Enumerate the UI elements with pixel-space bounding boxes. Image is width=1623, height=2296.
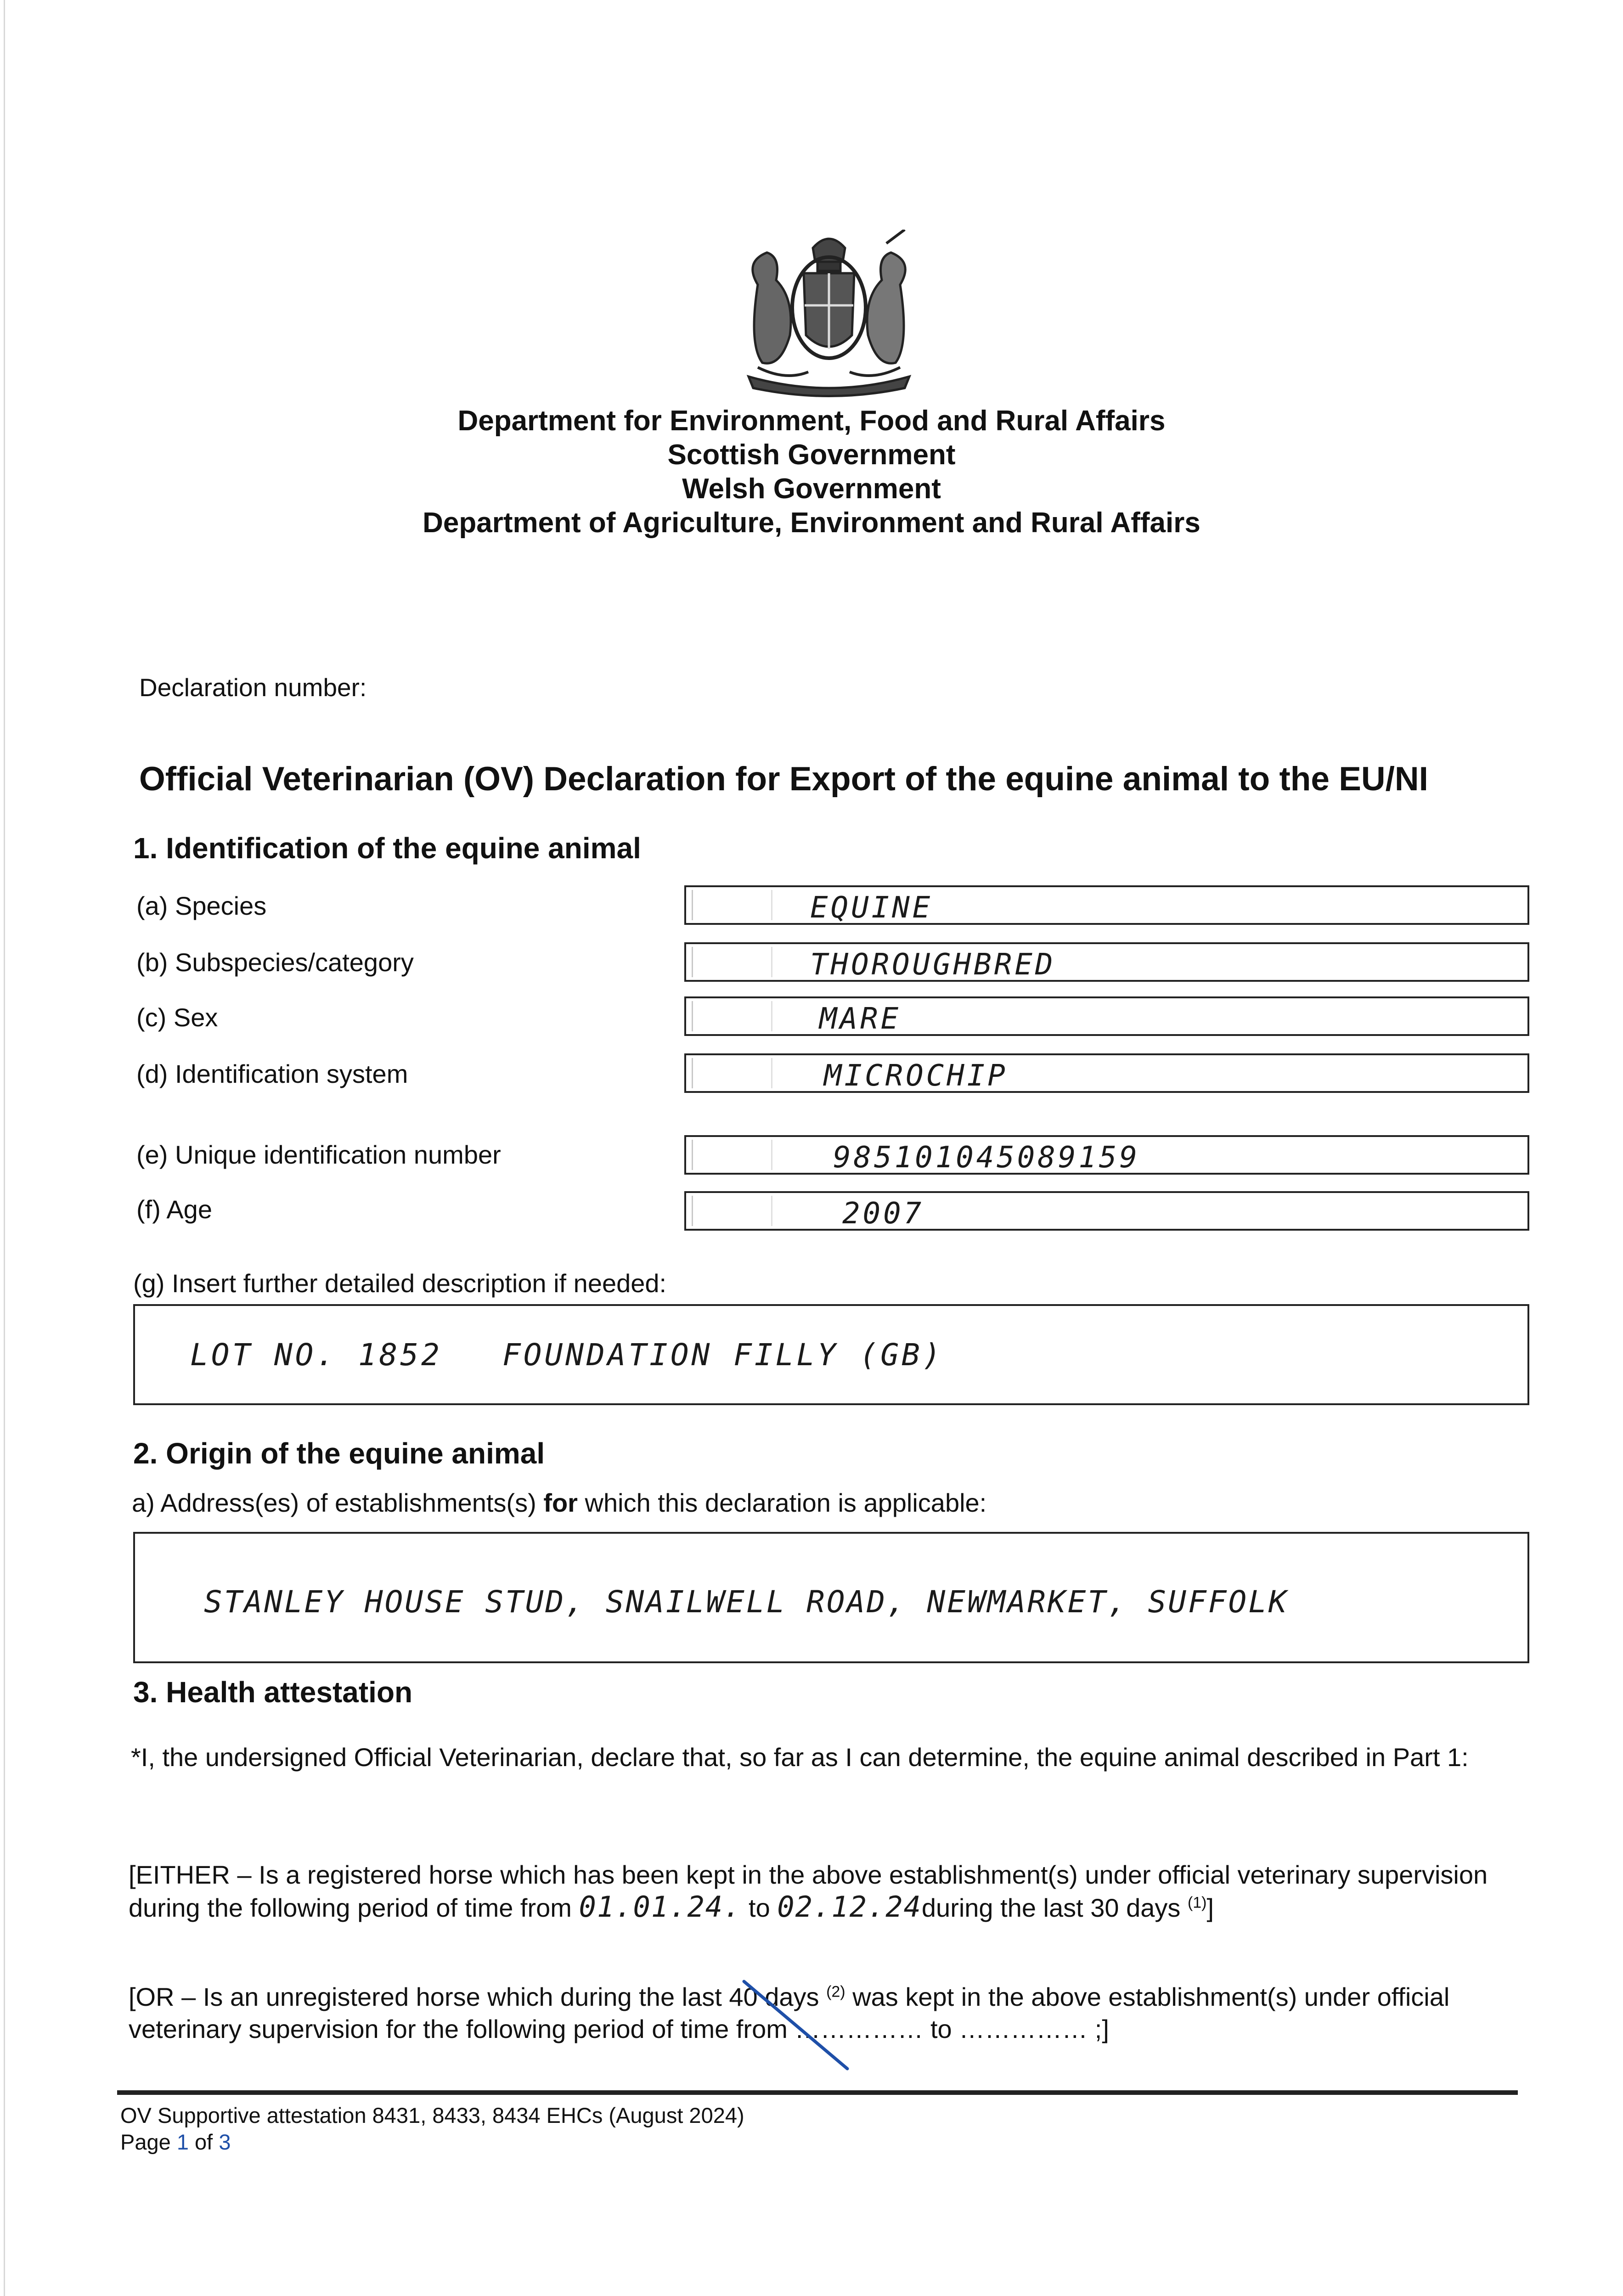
attestation-intro: *I, the undersigned Official Veterinarian, declare that, so far as I can determine, the equine animal described in Part 1: [131,1743,1469,1772]
section-2-heading: 2. Origin of the equine animal [133,1437,545,1470]
subspecies-field[interactable] [684,942,1529,982]
authority-line: Department for Environment, Food and Rural Affairs [457,405,1166,437]
sex-label: (c) Sex [136,1003,218,1032]
age-field[interactable] [684,1191,1529,1231]
section-3-heading: 3. Health attestation [133,1676,413,1709]
section-1-heading: 1. Identification of the equine animal [133,832,641,865]
page-indicator: Page 1 of 3 [120,2130,231,2154]
species-field[interactable] [684,885,1529,925]
unique-id-label: (e) Unique identification number [136,1140,501,1169]
authority-line: Department of Agriculture, Environment and Rural Affairs [423,507,1200,539]
page-footer [120,2102,744,2155]
either-from-date: 01.01.24. [579,1890,742,1924]
strike-mark [735,1975,854,2076]
species-label: (a) Species [136,891,267,920]
sex-value: MARE [819,1002,902,1036]
unique-id-value: 985101045089159 [833,1141,1140,1175]
authority-line: Welsh Government [682,473,941,505]
description-label: (g) Insert further detailed description if needed: [133,1269,667,1298]
authority-line: Scottish Government [667,439,956,471]
description-value: FOUNDATION FILLY (GB) [502,1337,944,1373]
sex-field[interactable] [684,996,1529,1036]
species-value: EQUINE [810,891,933,925]
subspecies-label: (b) Subspecies/category [136,948,414,977]
footer-divider [117,2090,1518,2095]
identification-system-value: MICROCHIP [824,1059,1008,1093]
either-to-date: 02.12.24 [777,1890,922,1924]
document-title: Official Veterinarian (OV) Declaration for Export of the equine animal to the EU/NI [139,760,1428,798]
attestation-either: [EITHER – Is a registered horse which has been kept in the above establishment(s) under official veterinary supervision during the following period of time from 01.01.24. to 02.12.24during the last 30 days $^{(1)}$] [129,1860,1488,1924]
issuing-authorities [0,404,1623,540]
description-field[interactable] [133,1304,1529,1405]
address-field[interactable] [133,1532,1529,1663]
address-label: a) Address(es) of establishments(s) for which this declaration is applicable: [132,1488,987,1517]
declaration-number-label: Declaration number: [139,673,367,702]
scan-edge [4,0,5,2296]
identification-system-label: (d) Identification system [136,1059,408,1088]
subspecies-value: THOROUGHBRED [810,948,1056,982]
age-value: 2007 [842,1197,924,1231]
age-label: (f) Age [136,1195,212,1224]
address-value: STANLEY HOUSE STUD, SNAILWELL ROAD, NEWMARKET, SUFFOLK [204,1584,1289,1620]
identification-system-field[interactable] [684,1053,1529,1093]
footer-reference: OV Supportive attestation 8431, 8433, 8434 EHCs (August 2024) [120,2103,744,2127]
attestation-or: [OR – Is an unregistered horse which during the last 40 days $^{(2)}$ was kept in the above establishment(s) under official veterinary supervision for the following period of time from …………… to …………… ;] [129,1982,1450,2043]
royal-coat-of-arms-icon [730,230,928,400]
unique-id-field[interactable] [684,1135,1529,1175]
description-lot: LOT NO. 1852 [190,1337,442,1373]
